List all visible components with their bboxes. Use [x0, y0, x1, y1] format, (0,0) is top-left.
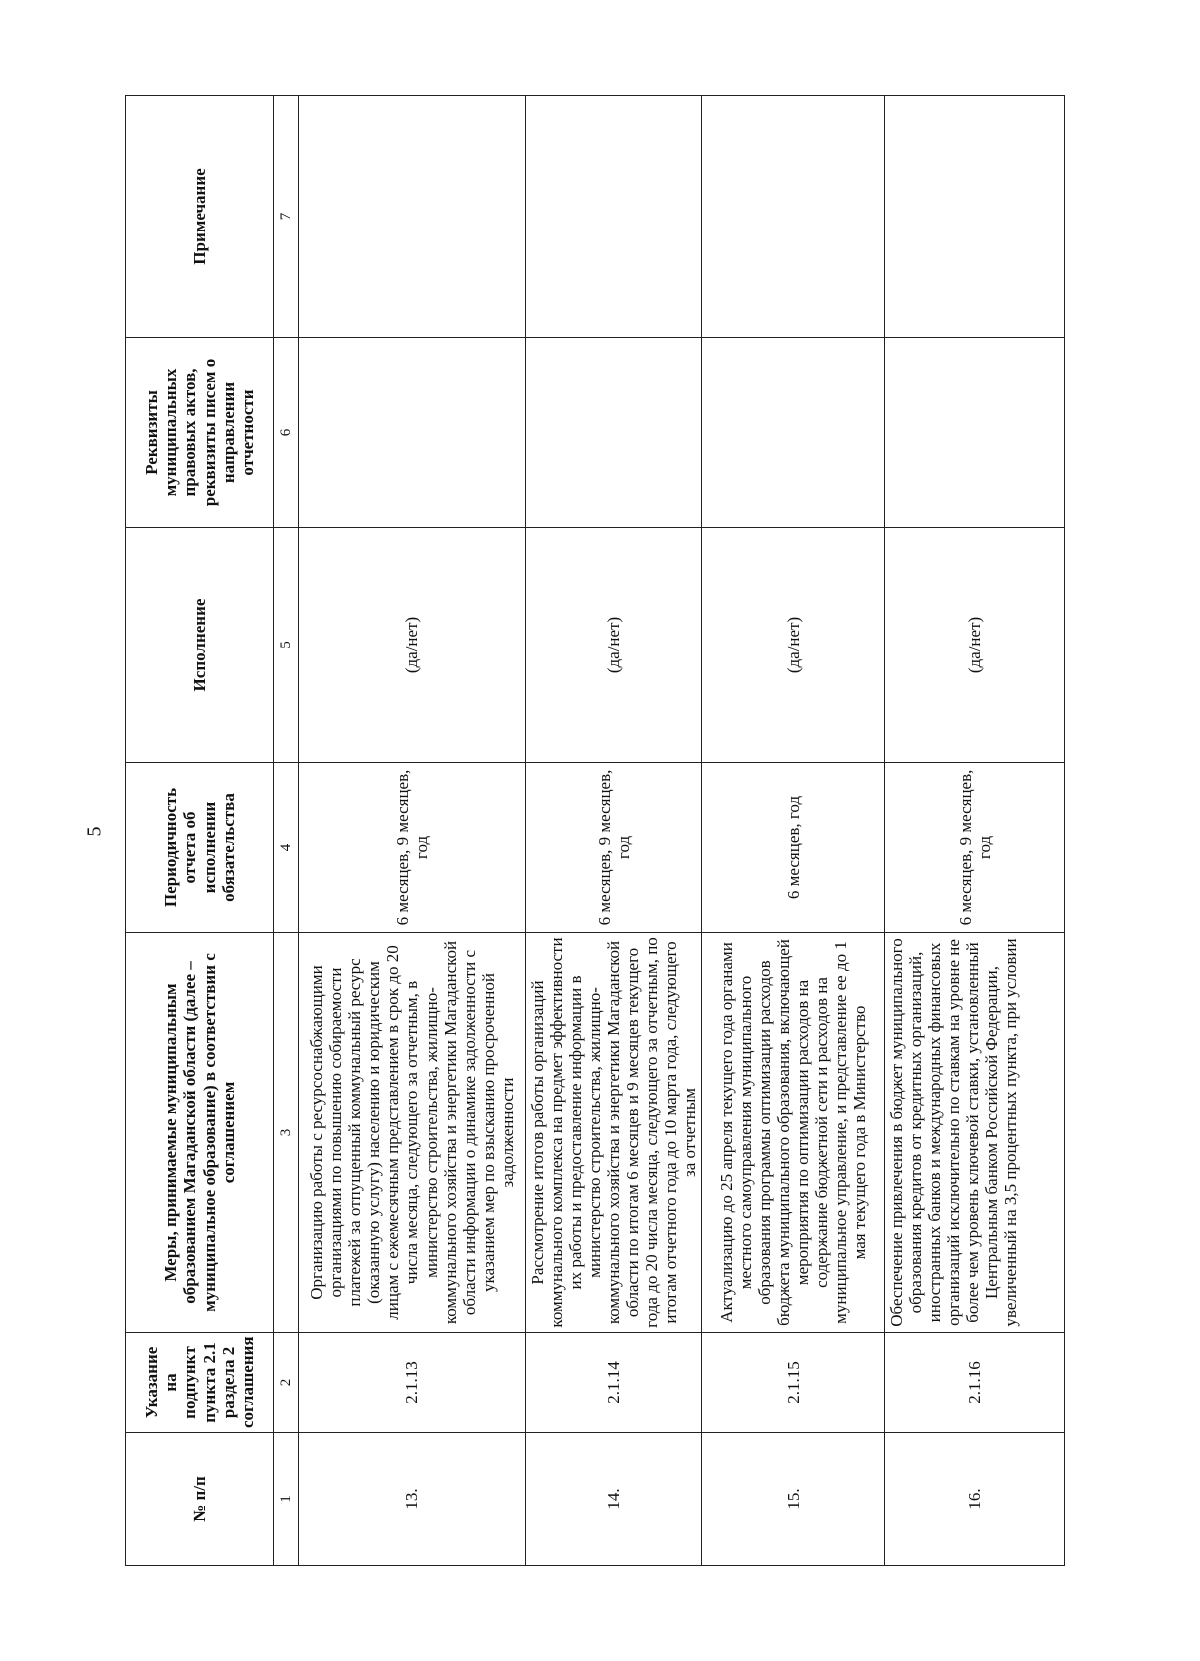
row-clause: 2.1.14: [526, 1333, 702, 1433]
header-clause: Указание на подпункт пункта 2.1 раздела 2 соглашения: [126, 1333, 274, 1433]
table-row: [299, 96, 526, 1566]
row-period: 6 месяцев, 9 месяцев, год: [299, 763, 526, 933]
header-measures: Меры, принимаемые муниципальным образованием Магаданской области (далее – муниципальное образование) в соответствии с соглашением: [126, 933, 274, 1333]
header-number: № п/п: [126, 1433, 274, 1566]
row-requisites: [885, 338, 1065, 528]
row-period: 6 месяцев, 9 месяцев, год: [885, 763, 1065, 933]
row-execution: (да/нет): [885, 528, 1065, 763]
row-clause: 2.1.15: [702, 1333, 885, 1433]
obligations-table: [125, 95, 1065, 1566]
header-note: Примечание: [126, 96, 274, 338]
row-measure: Обеспечение привлечения в бюджет муниципального образования кредитов от кредитных организаций, иностранных банков и международных финансовых организаций исключительно по ставкам на уровне не более чем уровень ключевой ставки, установленный Центральным банком Российской Федерации, увеличенный на 3,5 процентных пункта, при условии: [885, 933, 1065, 1333]
row-note: [702, 96, 885, 338]
row-note: [885, 96, 1065, 338]
table-row: [526, 96, 702, 1566]
column-number: 2: [274, 1333, 299, 1433]
column-number: 4: [274, 763, 299, 933]
row-note: [299, 96, 526, 338]
row-execution: (да/нет): [702, 528, 885, 763]
row-requisites: [526, 338, 702, 528]
column-number: 6: [274, 338, 299, 528]
column-number: 7: [274, 96, 299, 338]
row-clause: 2.1.13: [299, 1333, 526, 1433]
column-number: 1: [274, 1433, 299, 1566]
row-measure: Актуализацию до 25 апреля текущего года органами местного самоуправления муниципального образования программы оптимизации расходов бюджета муниципального образования, включающей мероприятия по оптимизации расходов на содержание бюджетной сети и расходов на муниципальное управление, и представление ее до 1 мая текущего года в Министерство: [702, 933, 885, 1333]
row-measure: Организацию работы с ресурсоснабжающими организациями по повышению собираемости платежей за отпущенный коммунальный ресурс (оказанную услугу) населению и юридическим лицам с ежемесячным представлением в срок до 20 числа месяца, следующего за отчетным, в министерство строительства, жилищно-коммунального хозяйства и энергетики Магаданской области информации о динамике задолженности с указанием мер по взысканию просроченной задолженности: [299, 933, 526, 1333]
header-execution: Исполнение: [126, 528, 274, 763]
row-measure: Рассмотрение итогов работы организаций коммунального комплекса на предмет эффективности их работы и предоставление информации в министерство строительства, жилищно-коммунального хозяйства и энергетики Магаданской области по итогам 6 месяцев и 9 месяцев текущего года до 20 числа месяца, следующего за отчетным, по итогам отчетного года до 10 марта года, следующего за отчетным: [526, 933, 702, 1333]
table-container: [125, 96, 1065, 1566]
row-number: 15.: [702, 1433, 885, 1566]
page-number: 5: [83, 826, 106, 837]
column-number-row: [274, 96, 299, 1566]
row-requisites: [702, 338, 885, 528]
row-execution: (да/нет): [526, 528, 702, 763]
row-period: 6 месяцев, 9 месяцев, год: [526, 763, 702, 933]
row-note: [526, 96, 702, 338]
header-row: [126, 96, 274, 1566]
row-period: 6 месяцев, год: [702, 763, 885, 933]
row-number: 14.: [526, 1433, 702, 1566]
table-row: [702, 96, 885, 1566]
header-periodicity: Периодичность отчета об исполнении обязательства: [126, 763, 274, 933]
row-requisites: [299, 338, 526, 528]
row-execution: (да/нет): [299, 528, 526, 763]
row-number: 16.: [885, 1433, 1065, 1566]
row-number: 13.: [299, 1433, 526, 1566]
table-row: [885, 96, 1065, 1566]
header-requisites: Реквизиты муниципальных правовых актов, реквизиты писем о направлении отчетности: [126, 338, 274, 528]
row-clause: 2.1.16: [885, 1333, 1065, 1433]
column-number: 3: [274, 933, 299, 1333]
column-number: 5: [274, 528, 299, 763]
